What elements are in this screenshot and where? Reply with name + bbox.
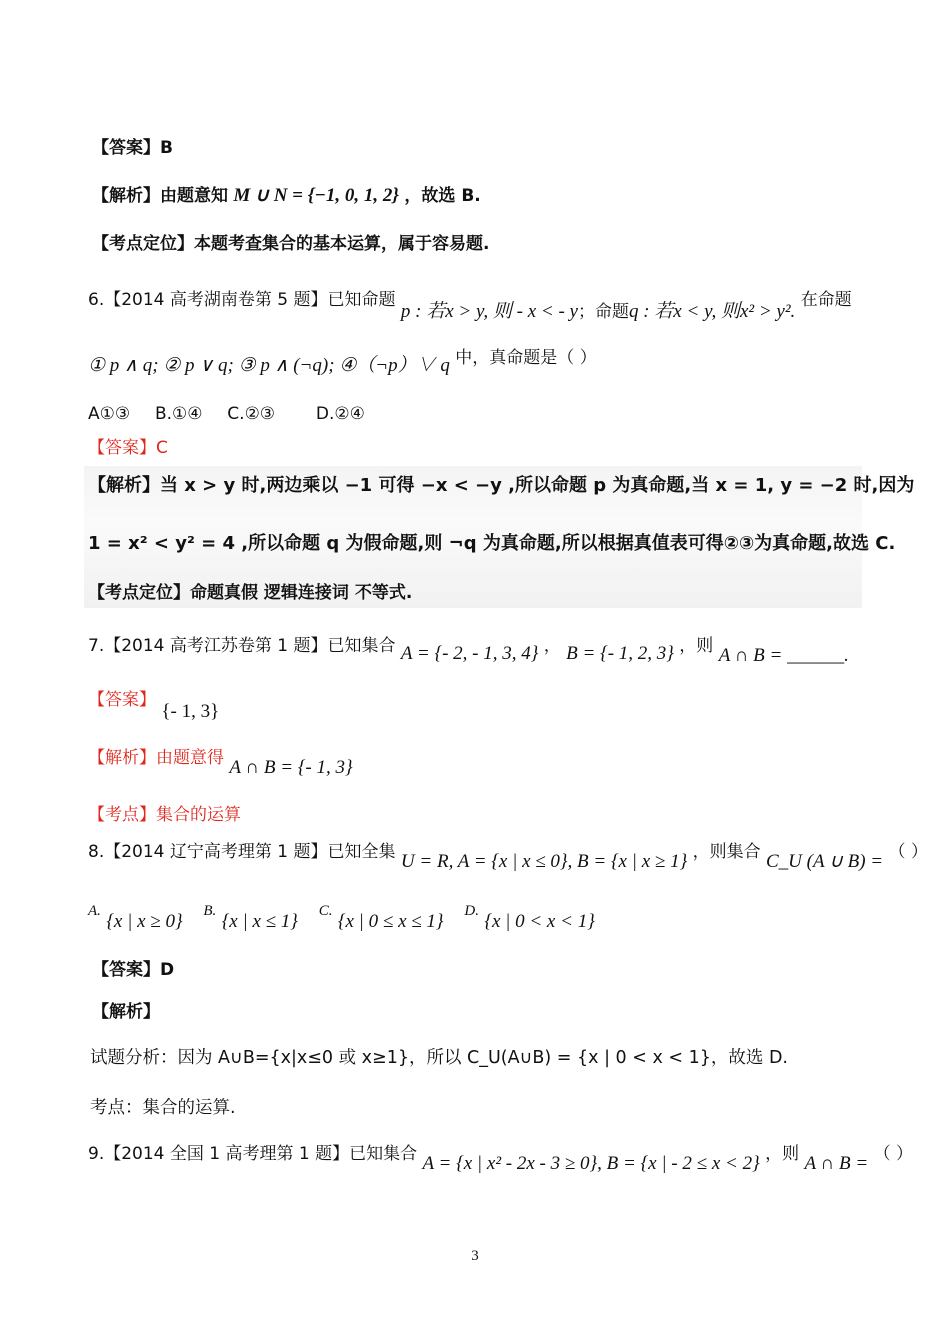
q6-tail: 在命题: [800, 290, 852, 310]
q5-analysis-math: M ∪ N = {−1, 0, 1, 2}: [233, 185, 399, 206]
q7-then: ，则: [679, 636, 714, 656]
q9-sets: A = {x | x² - 2x - 3 ≥ 0}, B = {x | - 2 ≤ x < 2}: [422, 1153, 760, 1174]
q6-option-c: C.②③: [227, 404, 276, 424]
q6-option-d: D.②④: [315, 404, 365, 424]
q6-prop-p: p : 若x > y, 则 - x < - y: [400, 301, 578, 322]
q7-analysis: [88, 746, 353, 778]
q6-option-a: A①③: [88, 404, 131, 424]
q5-kaodian: 【考点定位】本题考查集合的基本运算，属于容易题.: [92, 234, 490, 254]
q5-analysis-label: 【解析】由题意知: [92, 186, 228, 206]
q6-props-line: [88, 346, 597, 376]
q9-lead: 9.【2014 全国 1 高考理第 1 题】已知集合: [88, 1144, 418, 1164]
q8-answer: 【答案】D: [92, 960, 175, 980]
q7-stem: [88, 634, 849, 666]
q8-kaodian: 考点：集合的运算.: [90, 1098, 236, 1118]
q7-set-b: B = {- 1, 2, 3}: [566, 643, 674, 664]
q8-stem: [88, 840, 928, 872]
q8-option-a: {x | x ≥ 0}: [106, 911, 183, 932]
q8-paren: （ ）: [888, 842, 928, 862]
q7-expr: A ∩ B = ______.: [718, 645, 849, 666]
q7-analysis-math: A ∩ B = {- 1, 3}: [229, 757, 353, 778]
q8-option-d-label: D.: [464, 903, 479, 919]
q7-answer: [88, 688, 220, 722]
q6-analysis-line1: 【解析】当 x > y 时,两边乘以 −1 可得 −x < −y ,所以命题 p 为真命题,当 x = 1, y = −2 时,因为: [88, 475, 915, 496]
q6-kaodian: 【考点定位】命题真假 逻辑连接词 不等式.: [88, 583, 413, 603]
q8-option-b-label: B.: [203, 903, 217, 919]
q6-options: [88, 402, 365, 426]
q7-set-a: A = {- 2, - 1, 3, 4}: [400, 643, 539, 664]
q8-options: [88, 898, 595, 932]
q7-comma: ，: [543, 636, 561, 656]
q8-option-c: {x | 0 ≤ x ≤ 1}: [337, 911, 444, 932]
q8-expr: C_U (A ∪ B) =: [765, 851, 884, 872]
q7-answer-label: 【答案】: [88, 690, 156, 710]
q6-answer: 【答案】C: [88, 438, 168, 458]
q8-lead: 8.【2014 辽宁高考理第 1 题】已知全集: [88, 842, 396, 862]
q7-analysis-label: 【解析】由题意得: [88, 748, 224, 768]
q8-option-b: {x | x ≤ 1}: [221, 911, 298, 932]
q7-kaodian: 【考点】集合的运算: [88, 805, 241, 825]
q6-analysis-line2: 1 = x² < y² = 4 ,所以命题 q 为假命题,则 ¬q 为真命题,所以根据真值表可得②③为真命题,故选 C.: [88, 533, 896, 554]
q5-analysis-tail: ，故选 B.: [404, 186, 481, 206]
q8-analysis-head: 【解析】: [92, 1002, 160, 1022]
q9-then: ，则: [765, 1144, 800, 1164]
q7-answer-value: {- 1, 3}: [161, 701, 220, 722]
q8-sets: U = R, A = {x | x ≤ 0}, B = {x | x ≥ 1}: [400, 851, 688, 872]
q6-lead: 6.【2014 高考湖南卷第 5 题】已知命题: [88, 290, 396, 310]
page-number: 3: [471, 1248, 479, 1264]
q6-prop-q: q : 若x < y, 则x² > y².: [628, 301, 796, 322]
q8-option-c-label: C.: [318, 903, 333, 919]
q6-stem: [88, 288, 852, 322]
q5-analysis: [92, 184, 481, 208]
q8-option-d: {x | 0 < x < 1}: [484, 911, 595, 932]
q9-stem: [88, 1142, 913, 1174]
q7-lead: 7.【2014 高考江苏卷第 1 题】已知集合: [88, 636, 396, 656]
q6-option-b: B.①④: [154, 404, 203, 424]
q8-option-a-label: A.: [88, 903, 101, 919]
q6-props-tail: 中，真命题是（ ）: [455, 348, 597, 368]
q6-props: ① p ∧ q; ② p ∨ q; ③ p ∧ (¬q); ④（¬p）∨ q: [88, 355, 450, 376]
q6-sep: ；命题: [577, 302, 629, 322]
q8-analysis-body: 试题分析：因为 A∪B={x|x≤0 或 x≥1}，所以 C_U(A∪B) = {x | 0 < x < 1}，故选 D.: [90, 1048, 788, 1068]
q8-then: ，则集合: [692, 842, 761, 862]
q9-paren: （ ）: [873, 1144, 913, 1164]
q5-answer: 【答案】B: [92, 138, 173, 158]
q9-expr: A ∩ B =: [804, 1153, 869, 1174]
